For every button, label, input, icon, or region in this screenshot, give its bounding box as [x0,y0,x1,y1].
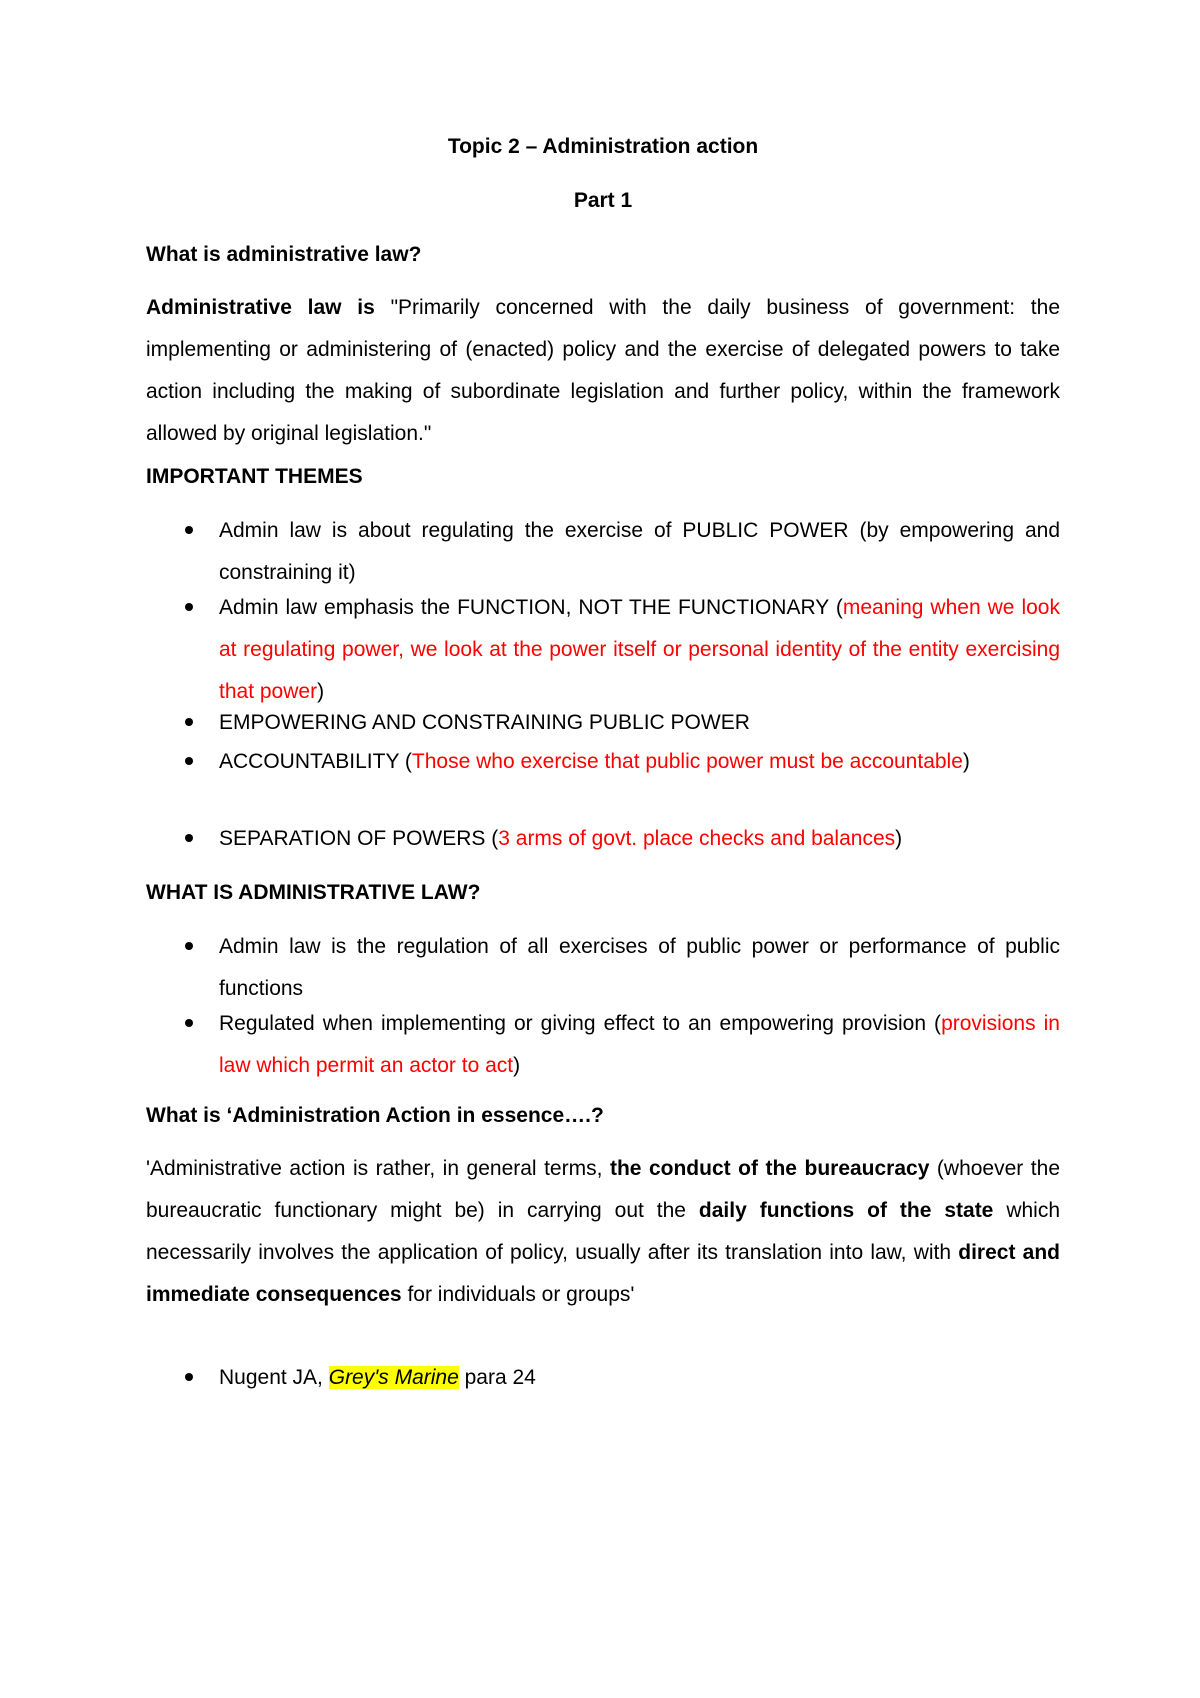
definition-paragraph [146,287,1060,455]
list-item-note: Those who exercise that public power must be accountable [411,750,963,773]
list-item-note: provisions in law which permit an actor to act [219,1012,1060,1077]
list-item-text: EMPOWERING AND CONSTRAINING PUBLIC POWER [219,711,750,734]
list-item-text: ACCOUNTABILITY ( [219,750,412,773]
list-item-text: Regulated when implementing or giving effect to an empowering provision ( [219,1012,942,1035]
part-label: Part 1 [573,189,633,212]
citation-item [146,1357,1060,1399]
list-item [146,926,1060,1010]
bullet-icon [185,603,193,611]
bullet-icon [185,757,193,765]
citation-case-highlight: Grey's Marine [328,1366,459,1389]
list-item-close: ) [513,1054,521,1077]
quote-emphasis: the conduct of the bureaucracy [609,1157,930,1180]
list-item-close: ) [317,680,325,703]
list-item [146,741,1060,783]
list-item-close: ) [895,827,903,850]
quote-text: (whoever the bureaucratic functionary might be) in carrying out the [146,1157,1060,1222]
list-item-note: 3 arms of govt. place checks and balances [498,827,896,850]
list-item [146,702,1060,744]
definition-text: "Primarily concerned with the daily business of government: the implementing or administering of (enacted) policy and the exercise of delegated powers to take action including the making of subordinate legislation and further policy, within the framework allowed by original legislation." [146,296,1061,445]
bullet-icon [185,718,193,726]
list-item [146,587,1060,713]
list-item-text: Admin law emphasis the FUNCTION, NOT THE FUNCTIONARY ( [219,596,843,619]
list-item-close: ) [962,750,970,773]
list-item-text: Admin law is about regulating the exercise of PUBLIC POWER (by empowering and constraining it) [219,519,1060,584]
section-heading-important-themes: IMPORTANT THEMES [146,465,363,488]
bullet-icon [185,834,193,842]
section-heading-what-is-administrative-law: WHAT IS ADMINISTRATIVE LAW? [146,881,481,904]
list-item [146,510,1060,594]
quote-text: 'Administrative action is rather, in general terms, [146,1157,610,1180]
quote-emphasis: direct and immediate consequences [146,1241,1060,1306]
citation-pin: para 24 [458,1366,536,1389]
section-heading-what-is-admin-law: What is administrative law? [146,243,422,266]
citation-author: Nugent JA, [219,1366,329,1389]
list-item-note: meaning when we look at regulating power, we look at the power itself or personal identity of the entity exercising that power [219,596,1060,703]
list-item [146,1003,1060,1087]
section-heading-administration-action: What is ‘Administration Action in essence….? [146,1104,604,1127]
bullet-icon [185,1019,193,1027]
bullet-icon [185,526,193,534]
quote-text: for individuals or groups' [401,1283,635,1306]
quote-paragraph [146,1148,1060,1316]
quote-text: which necessarily involves the application of policy, usually after its translation into law, with [146,1199,1061,1264]
list-item [146,818,1060,860]
document-title: Topic 2 – Administration action [447,135,759,158]
bullet-icon [185,1373,193,1381]
bullet-icon [185,942,193,950]
quote-emphasis: daily functions of the state [698,1199,994,1222]
definition-lead: Administrative law is [146,296,375,319]
list-item-text: SEPARATION OF POWERS ( [219,827,499,850]
list-item-text: Admin law is the regulation of all exercises of public power or performance of public functions [219,935,1060,1000]
